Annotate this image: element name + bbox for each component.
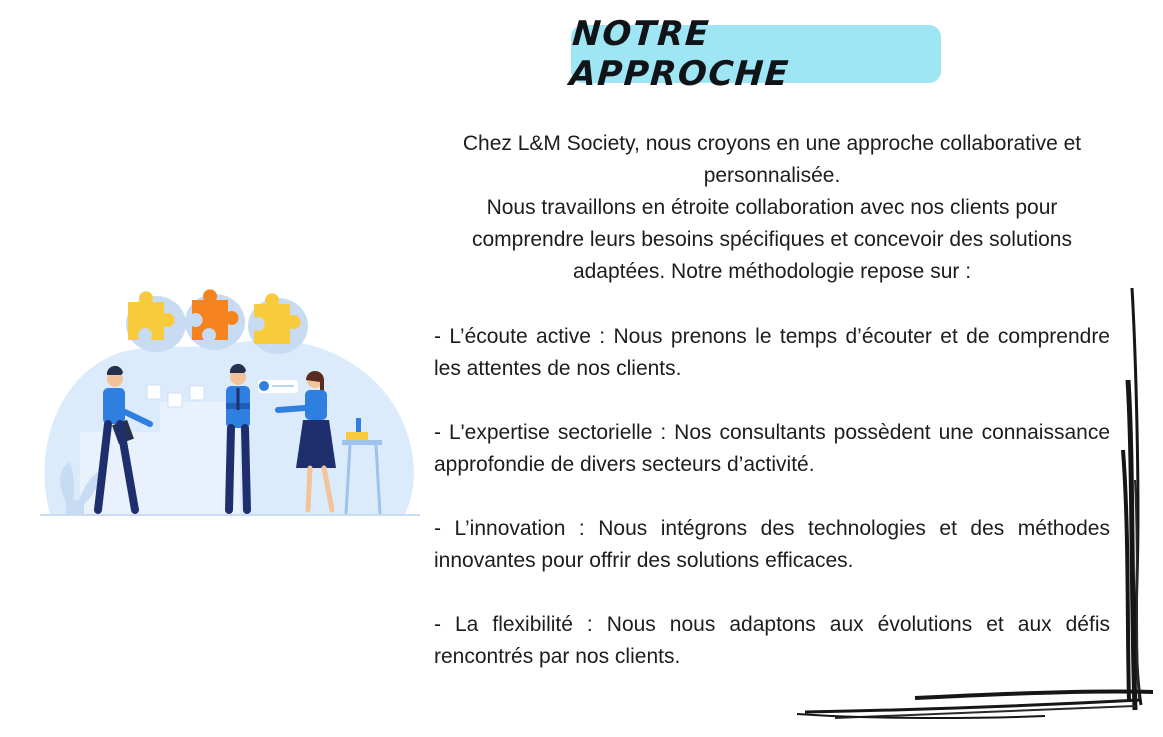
brush-stroke-decoration [795,280,1163,725]
puzzle-piece-icon [185,289,245,350]
teamwork-illustration [40,282,420,522]
approach-item-expertise: - L'expertise sectorielle : Nos consultants possèdent une connaissance approfondie de divers secteurs d’activité. [434,421,1110,476]
title-banner [568,14,941,94]
page-title: NOTRE APPROCHE [568,14,791,94]
intro-text [434,128,1110,288]
intro-paragraph: Chez L&M Society, nous croyons en une approche collaborative et personnalisée. [462,132,1082,187]
checkmark-icon [259,381,269,391]
puzzle-piece-icon [248,293,308,354]
approach-item-flexibility: - La flexibilité : Nous nous adaptons aux évolutions et aux défis rencontrés par nos clients. [434,613,1110,668]
approach-item-innovation: - L’innovation : Nous intégrons des technologies et des méthodes innovantes pour offrir des solutions efficaces. [434,517,1110,572]
puzzle-piece-icon [126,291,186,352]
intro-paragraph: Nous travaillons en étroite collaboration avec nos clients pour comprendre leurs besoins spécifiques et concevoir des solutions adaptées. Notre méthodologie repose sur : [472,196,1072,283]
approach-item-listening: - L’écoute active : Nous prenons le temps d’écouter et de comprendre les attentes de nos clients. [434,325,1110,380]
